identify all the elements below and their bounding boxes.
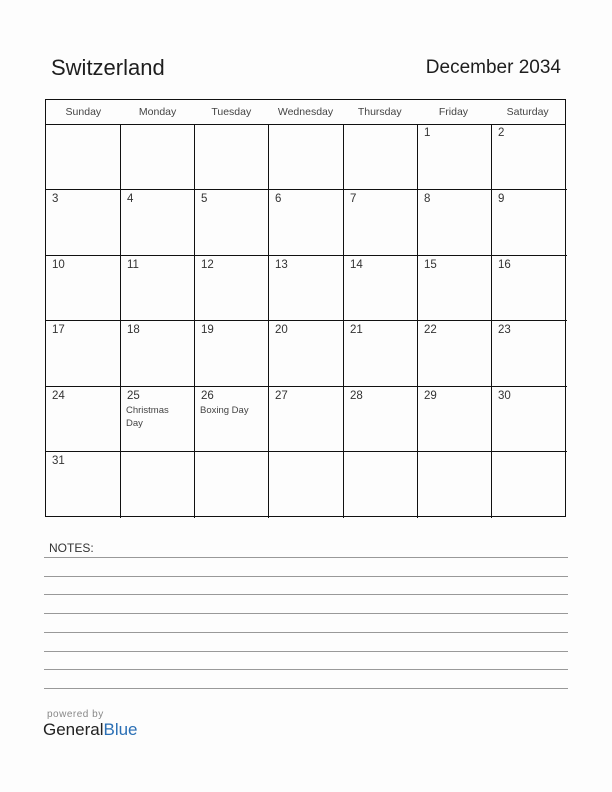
day-cell	[492, 452, 567, 518]
day-number: 5	[201, 193, 208, 205]
day-cell	[121, 124, 195, 190]
day-cell	[492, 321, 567, 387]
day-cell	[418, 387, 492, 452]
day-number: 31	[52, 455, 65, 467]
day-number: 17	[52, 324, 65, 336]
day-number: 27	[275, 390, 288, 402]
day-number: 9	[498, 193, 505, 205]
day-number: 11	[127, 259, 139, 271]
weekday-tuesday: Tuesday	[211, 106, 252, 118]
day-cell	[344, 256, 418, 321]
day-cell	[344, 190, 418, 256]
day-number: 3	[52, 193, 59, 205]
brand-general: General	[43, 720, 104, 739]
day-number: 24	[52, 390, 65, 402]
note-line	[44, 594, 568, 595]
day-cell	[121, 452, 195, 518]
day-cell	[344, 321, 418, 387]
day-cell	[492, 387, 567, 452]
day-number: 18	[127, 324, 140, 336]
weekday-saturday: Saturday	[506, 106, 549, 118]
note-line	[44, 613, 568, 614]
day-number: 7	[350, 193, 357, 205]
note-line	[44, 576, 568, 577]
note-line	[44, 557, 568, 558]
day-cell	[344, 452, 418, 518]
day-cell	[269, 256, 344, 321]
day-cell	[46, 124, 121, 190]
day-number: 15	[424, 259, 437, 271]
day-cell	[46, 321, 121, 387]
day-cell	[269, 387, 344, 452]
weekday-header-row	[46, 100, 565, 125]
day-cell	[46, 256, 121, 321]
day-cell	[195, 124, 269, 190]
day-number: 22	[424, 324, 437, 336]
day-number: 30	[498, 390, 511, 402]
month-year-title: December 2034	[425, 57, 561, 78]
day-number: 4	[127, 193, 134, 205]
generalblue-logo	[43, 720, 138, 740]
day-cell	[46, 387, 121, 452]
day-number: 26	[201, 390, 214, 402]
day-cell	[418, 452, 492, 518]
day-cell	[269, 190, 344, 256]
day-cell	[195, 452, 269, 518]
weekday-wednesday: Wednesday	[277, 106, 334, 118]
weekday-friday: Friday	[438, 106, 469, 118]
calendar-grid	[45, 99, 566, 517]
day-number: 16	[498, 259, 511, 271]
day-cell	[195, 321, 269, 387]
note-line	[44, 669, 568, 670]
day-cell	[195, 256, 269, 321]
holiday-label: Christmas Day	[126, 405, 169, 429]
day-cell	[344, 124, 418, 190]
weekday-monday: Monday	[138, 106, 177, 118]
weekday-sunday: Sunday	[65, 106, 102, 118]
day-number: 12	[201, 259, 214, 271]
weekday-thursday: Thursday	[357, 106, 402, 118]
day-cell	[418, 256, 492, 321]
day-cell	[269, 321, 344, 387]
day-number: 23	[498, 324, 511, 336]
day-cell	[121, 387, 195, 452]
day-number: 6	[275, 193, 282, 205]
day-cell	[418, 124, 492, 190]
brand-blue: Blue	[103, 720, 138, 739]
day-number: 13	[275, 259, 288, 271]
day-number: 8	[424, 193, 431, 205]
day-cell	[344, 387, 418, 452]
day-cell	[121, 321, 195, 387]
day-cell	[195, 190, 269, 256]
day-number: 1	[424, 127, 431, 139]
day-cell	[418, 321, 492, 387]
note-line	[44, 651, 568, 652]
day-cell	[121, 190, 195, 256]
notes-label: NOTES:	[49, 541, 94, 555]
day-number: 10	[52, 259, 65, 271]
day-cell	[269, 452, 344, 518]
day-number: 19	[201, 324, 214, 336]
powered-by-text: powered by	[47, 709, 104, 720]
country-title: Switzerland	[51, 55, 165, 80]
note-line	[44, 688, 568, 689]
day-cell	[46, 190, 121, 256]
day-number: 28	[350, 390, 363, 402]
day-cell	[269, 124, 344, 190]
holiday-label: Boxing Day	[200, 405, 249, 416]
day-number: 20	[275, 324, 288, 336]
day-number: 21	[350, 324, 363, 336]
day-number: 2	[498, 127, 505, 139]
day-number: 25	[127, 390, 140, 402]
day-cell	[195, 387, 269, 452]
day-number: 14	[350, 259, 363, 271]
note-line	[44, 632, 568, 633]
day-cell	[121, 256, 195, 321]
day-cell	[46, 452, 121, 518]
day-cell	[492, 124, 567, 190]
day-cell	[492, 190, 567, 256]
day-number: 29	[424, 390, 437, 402]
day-cell	[492, 256, 567, 321]
day-cell	[418, 190, 492, 256]
